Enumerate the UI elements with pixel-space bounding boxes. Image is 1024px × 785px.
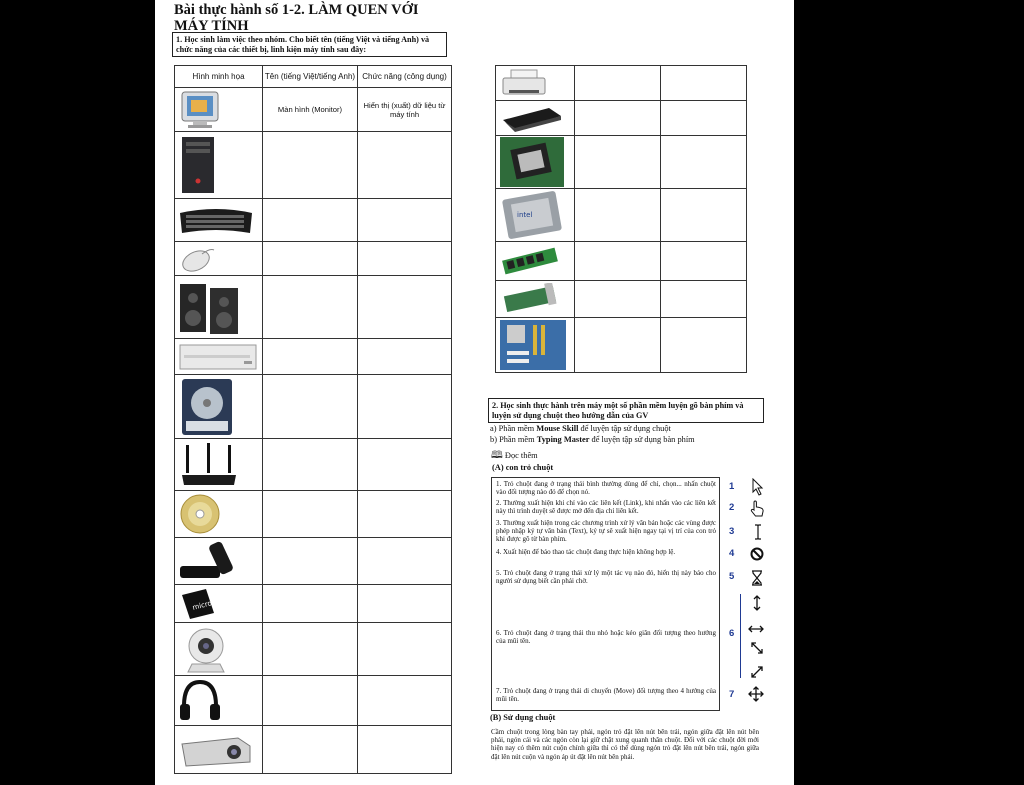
hourglass-icon (751, 570, 763, 591)
software-mouse-skill: a) Phần mềm Mouse Skill để luyện tập sử dụng chuột (490, 424, 671, 433)
not-allowed-icon (750, 547, 764, 566)
chip-image (496, 136, 575, 189)
table-row (175, 276, 452, 339)
cursor-desc-6: 6. Trỏ chuột đang ở trạng thái thu nhỏ hoặc kéo giãn đối tượng theo hướng của mũi tên. (496, 629, 716, 646)
mouse-image (175, 242, 263, 276)
cpu-image (496, 189, 575, 242)
worksheet-page (155, 0, 794, 785)
usb-flash-image (175, 538, 263, 585)
task1-instruction: 1. Học sinh làm việc theo nhóm. Cho biết tên (tiếng Việt và tiếng Anh) và chức năng của các thiết bị, linh kiện máy tính sau đây: (172, 32, 447, 57)
cd-disc-image (175, 491, 263, 538)
scanner-image (496, 101, 575, 136)
example-name-cell: Màn hình (Monitor) (263, 88, 358, 132)
cursor-desc-3: 3. Thường xuất hiện trong các chương trình xử lý văn bản hoặc các vùng được phép nhập ký tự văn bản (Text), ký tự sẽ xuất hiện ngay tại vị trí của con trỏ khi được gõ từ bàn phím. (496, 519, 716, 544)
section-a-heading: (A) con trỏ chuột (492, 463, 554, 472)
table-row (496, 136, 747, 189)
table-row (175, 585, 452, 623)
table-row (496, 242, 747, 281)
table-row (175, 88, 452, 132)
keyboard-image (175, 199, 263, 242)
cursor-desc-4: 4. Xuất hiện để báo thao tác chuột đang thực hiện không hợp lệ. (496, 548, 676, 556)
resize-horizontal-icon (748, 621, 764, 639)
cursor-number-4: 4 (729, 548, 735, 559)
table-row (496, 318, 747, 373)
table-row (175, 439, 452, 491)
table-row (175, 623, 452, 676)
cursor-number-2: 2 (729, 502, 735, 513)
headphones-image (175, 676, 263, 726)
table-row (175, 199, 452, 242)
motherboard-image (496, 318, 575, 373)
table-row (175, 726, 452, 774)
cursor-number-6: 6 (729, 628, 735, 639)
table-row (175, 242, 452, 276)
move-icon (748, 686, 764, 707)
task2-instruction: 2. Học sinh thực hành trên máy một số phần mềm luyện gõ bàn phím và luyện sử dụng chuột theo hướng dẫn của GV (488, 398, 764, 423)
projector-image (175, 726, 263, 774)
hard-disk-image (175, 375, 263, 439)
table-row (175, 339, 452, 375)
pc-case-image (175, 132, 263, 199)
svg-text:intel: intel (517, 211, 533, 219)
cursor-number-1: 1 (729, 481, 735, 492)
arrow-pointer-icon (751, 478, 765, 501)
table-row (496, 281, 747, 318)
device-table-right (495, 65, 747, 373)
table-row (496, 189, 747, 242)
text-ibeam-icon (753, 524, 763, 545)
monitor-image (175, 88, 263, 132)
page-title: Bài thực hành số 1-2. LÀM QUEN VỚI MÁY TÍNH (174, 2, 419, 34)
ram-image (496, 242, 575, 281)
section-b-heading: (B) Sử dụng chuột (490, 713, 556, 722)
microsd-card-image (175, 585, 263, 623)
table-row (175, 491, 452, 538)
webcam-image (175, 623, 263, 676)
cursor-number-5: 5 (729, 571, 735, 582)
resize-diagonal-nwse-icon (750, 641, 764, 660)
col-header-image: Hình minh họa (175, 66, 263, 88)
col-header-name: Tên (tiếng Việt/tiếng Anh) (263, 66, 358, 88)
device-table-left (174, 65, 452, 774)
cursor-desc-2: 2. Thường xuất hiện khi chỉ vào các liên kết (Link), khi nhấn vào các liên kết này thì trình duyệt sẽ được mở đến địa chỉ liên kết. (496, 499, 716, 516)
table-row (175, 676, 452, 726)
network-card-image (496, 281, 575, 318)
dvd-drive-image (175, 339, 263, 375)
table-header-row (175, 66, 452, 88)
resize-vertical-icon (752, 595, 762, 616)
table-row (496, 101, 747, 136)
speakers-image (175, 276, 263, 339)
cursor-desc-5: 5. Trỏ chuột đang ở trạng thái xử lý một tác vụ nào đó, hiển thị này báo cho người sử dụng biết cần phải chờ. (496, 569, 716, 586)
resize-diagonal-nesw-icon (750, 665, 764, 684)
read-more-heading: 🕮 Đọc thêm (491, 450, 538, 461)
table-row (175, 538, 452, 585)
hand-pointer-icon (749, 500, 765, 523)
cursor-number-3: 3 (729, 526, 735, 537)
svg-text:micro: micro (191, 598, 213, 612)
table-row (175, 375, 452, 439)
section-b-text: Cầm chuột trong lòng bàn tay phải, ngón trỏ đặt lên nút bên trái, ngón giữa đặt lên nút bên phải, ngón cái và các ngón còn lại giữ chặt xung quanh thân chuột. Đối với các chuột đời mới hiện nay có thêm nút cuộn chính giữa thì có thể dùng ngón trỏ đặt lên nút bên trái, ngón giữa đặt lên nút cuộn và ngón áp út đặt lên nút bên phải. (491, 728, 759, 761)
cursor-desc-1: 1. Trỏ chuột đang ở trạng thái bình thường dùng để chỉ, chọn... nhấn chuột vào đối tượng nào đó để chọn nó. (496, 480, 716, 497)
software-typing-master: b) Phần mềm Typing Master để luyện tập sử dụng bàn phím (490, 435, 695, 444)
wifi-router-image (175, 439, 263, 491)
cursor-desc-7: 7. Trỏ chuột đang ở trạng thái di chuyển (Move) đối tượng theo 4 hướng của mũi tên. (496, 687, 716, 704)
book-icon: 🕮 (491, 450, 503, 461)
cursor-number-7: 7 (729, 689, 735, 700)
printer-image (496, 66, 575, 101)
cursor-descriptions-box (491, 477, 720, 711)
table-row (496, 66, 747, 101)
table-row (175, 132, 452, 199)
example-function-cell: Hiển thị (xuất) dữ liệu từ máy tính (358, 88, 452, 132)
col-header-function: Chức năng (công dụng) (358, 66, 452, 88)
group-6-divider (740, 594, 741, 678)
